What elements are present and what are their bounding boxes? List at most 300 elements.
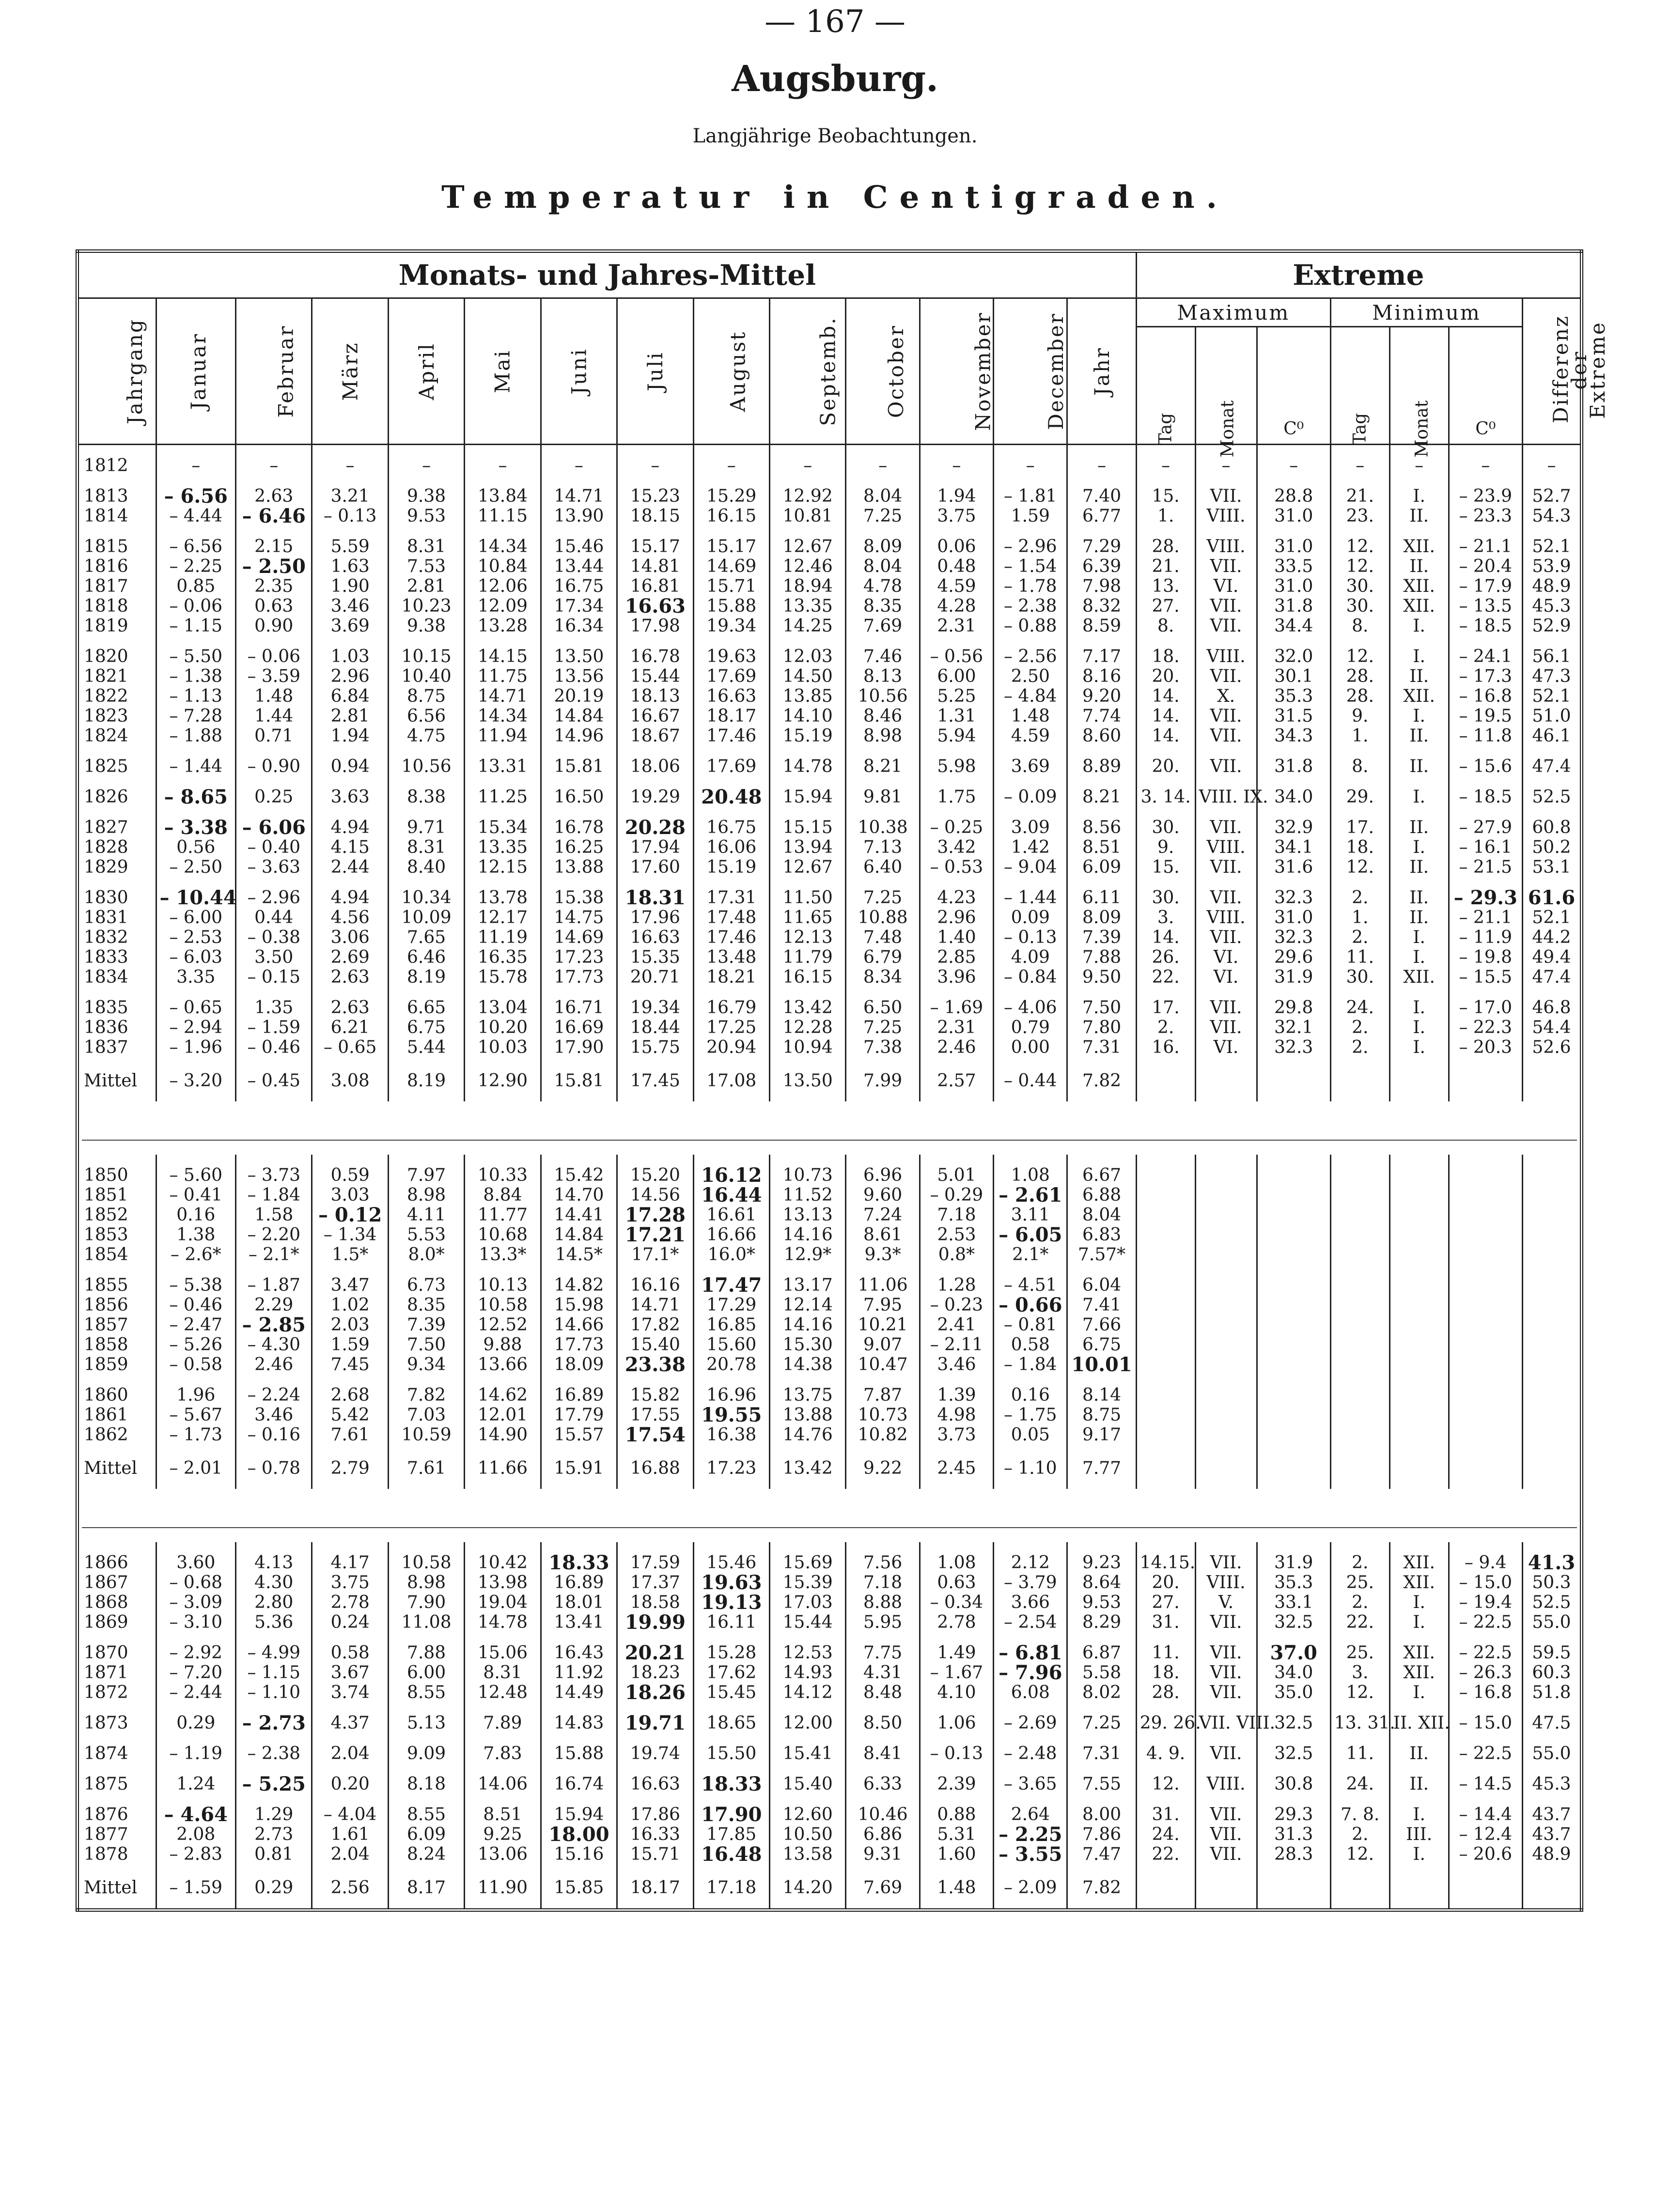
year-cell: 1822 [78, 686, 156, 706]
value-cell: 15.82 [617, 1385, 693, 1405]
value-cell: 12. [1330, 857, 1389, 877]
value-cell [1195, 1225, 1257, 1245]
value-cell: 6.73 [388, 1275, 464, 1295]
value-cell: 2.56 [312, 1875, 388, 1898]
value-cell: 8.51 [465, 1805, 541, 1825]
value-cell: 3.67 [312, 1663, 388, 1683]
value-cell [1136, 1165, 1195, 1185]
value-cell: 13.35 [769, 596, 845, 616]
year-row [78, 857, 1582, 877]
value-cell: 10.56 [846, 686, 920, 706]
value-cell [1389, 1385, 1449, 1405]
year-row [78, 557, 1582, 576]
value-cell: 10.73 [769, 1165, 845, 1185]
value-cell: – 0.56 [920, 647, 993, 666]
value-cell: XII. [1389, 1573, 1449, 1593]
value-cell: 34.3 [1257, 726, 1330, 746]
value-cell: 32.3 [1257, 888, 1330, 908]
year-cell: 1869 [78, 1612, 156, 1632]
value-cell: 10.46 [846, 1805, 920, 1825]
value-cell: 15.29 [693, 486, 769, 506]
value-cell: VII. [1195, 1018, 1257, 1037]
value-cell: 15. [1136, 486, 1195, 506]
value-cell: 15.44 [769, 1612, 845, 1632]
value-cell [1195, 1335, 1257, 1355]
year-cell: 1836 [78, 1018, 156, 1037]
value-cell: 6.56 [388, 706, 464, 726]
year-row [78, 837, 1582, 857]
value-cell: 3.35 [156, 967, 236, 987]
year-row [78, 967, 1582, 987]
value-cell: – 1.84 [236, 1185, 312, 1205]
value-cell: – 18.5 [1449, 787, 1522, 807]
value-cell: 3.73 [920, 1425, 993, 1445]
value-cell [1522, 1315, 1581, 1335]
value-cell: 16.96 [693, 1385, 769, 1405]
value-cell: – 15.6 [1449, 757, 1522, 776]
value-cell: VII. VIII. [1195, 1713, 1257, 1733]
value-cell: I. [1389, 647, 1449, 666]
value-cell: 4.94 [312, 818, 388, 837]
value-cell: 1.49 [920, 1643, 993, 1663]
value-cell: VIII. [1195, 647, 1257, 666]
value-cell: 32.5 [1257, 1744, 1330, 1763]
value-cell: 7.24 [846, 1205, 920, 1225]
section-separator [78, 1489, 1582, 1542]
value-cell: 4.15 [312, 837, 388, 857]
value-cell: 0.59 [312, 1165, 388, 1185]
value-cell: – 23.9 [1449, 486, 1522, 506]
monthly-group-header: Monats- und Jahres-Mittel [78, 251, 1137, 298]
value-cell: 15.57 [541, 1425, 617, 1445]
value-cell: 8.04 [1067, 1205, 1136, 1225]
value-cell: 13.94 [769, 837, 845, 857]
value-cell: 34.4 [1257, 616, 1330, 636]
value-cell: 1.28 [920, 1275, 993, 1295]
value-cell: 15.88 [541, 1744, 617, 1763]
year-cell: 1813 [78, 486, 156, 506]
value-cell: 61.6 [1522, 888, 1581, 908]
value-cell: – 0.25 [920, 818, 993, 837]
value-cell: 34.0 [1257, 787, 1330, 807]
value-cell: 14.90 [465, 1425, 541, 1445]
value-cell: 43.7 [1522, 1825, 1581, 1844]
value-cell: I. [1389, 1612, 1449, 1632]
year-row [78, 1844, 1582, 1864]
value-cell: – 2.94 [156, 1018, 236, 1037]
col-month-7: Juli [617, 298, 693, 445]
value-cell: 12.06 [465, 576, 541, 596]
value-cell: – 5.60 [156, 1165, 236, 1185]
year-cell: 1823 [78, 706, 156, 726]
value-cell: 3.21 [312, 486, 388, 506]
value-cell: – 1.73 [156, 1425, 236, 1445]
value-cell: II. [1389, 888, 1449, 908]
value-cell [1449, 1185, 1522, 1205]
value-cell [1522, 1875, 1581, 1898]
year-cell: 1831 [78, 908, 156, 928]
value-cell: – 4.84 [994, 686, 1067, 706]
year-row [78, 666, 1582, 686]
value-cell: 7.39 [1067, 928, 1136, 947]
value-cell: 14.82 [541, 1275, 617, 1295]
value-cell: – 23.3 [1449, 506, 1522, 526]
value-cell: 8.34 [846, 967, 920, 987]
value-cell: – 0.23 [920, 1295, 993, 1315]
value-cell [1136, 1245, 1195, 1265]
value-cell: 18.13 [617, 686, 693, 706]
value-cell: 53.9 [1522, 557, 1581, 576]
value-cell: – 3.38 [156, 818, 236, 837]
value-cell: 17.90 [541, 1037, 617, 1057]
value-cell: 25. [1330, 1643, 1389, 1663]
value-cell: 6.46 [388, 947, 464, 967]
value-cell: 6.11 [1067, 888, 1136, 908]
col-min-tag: Tag [1330, 327, 1389, 445]
value-cell: 52.5 [1522, 1593, 1581, 1612]
value-cell: – 2.09 [994, 1875, 1067, 1898]
value-cell [1449, 1225, 1522, 1245]
value-cell: 3.60 [156, 1553, 236, 1573]
value-cell: 17.86 [617, 1805, 693, 1825]
value-cell: 7.18 [846, 1573, 920, 1593]
value-cell [1389, 1425, 1449, 1445]
value-cell: 7.13 [846, 837, 920, 857]
value-cell: 11.92 [541, 1663, 617, 1683]
value-cell [1330, 1355, 1389, 1375]
value-cell: – 0.38 [236, 928, 312, 947]
value-cell: 8.31 [388, 537, 464, 557]
year-row [78, 1275, 1582, 1295]
value-cell: – 6.00 [156, 908, 236, 928]
year-row [78, 506, 1582, 526]
value-cell: 14. [1136, 686, 1195, 706]
value-cell: 18.09 [541, 1355, 617, 1375]
value-cell: 13.75 [769, 1385, 845, 1405]
value-cell: 46.8 [1522, 998, 1581, 1018]
value-cell: – [156, 456, 236, 476]
year-cell: 1862 [78, 1425, 156, 1445]
value-cell: 6.65 [388, 998, 464, 1018]
value-cell: 1.02 [312, 1295, 388, 1315]
value-cell: 14.93 [769, 1663, 845, 1683]
value-cell: 16.25 [541, 837, 617, 857]
value-cell: 51.8 [1522, 1683, 1581, 1702]
value-cell: – 1.10 [236, 1683, 312, 1702]
year-cell: 1835 [78, 998, 156, 1018]
value-cell: 3.96 [920, 967, 993, 987]
value-cell: 15.85 [541, 1875, 617, 1898]
year-row [78, 686, 1582, 706]
value-cell: 0.58 [312, 1643, 388, 1663]
value-cell: 32.3 [1257, 928, 1330, 947]
value-cell: – 1.44 [994, 888, 1067, 908]
value-cell: – 3.73 [236, 1165, 312, 1185]
value-cell: 15.20 [617, 1165, 693, 1185]
value-cell [1195, 1245, 1257, 1265]
value-cell: 3.09 [994, 818, 1067, 837]
value-cell: 11.90 [465, 1875, 541, 1898]
table-body [78, 445, 1582, 1910]
value-cell: 8.56 [1067, 818, 1136, 837]
value-cell: 16.75 [693, 818, 769, 837]
value-cell: III. [1389, 1825, 1449, 1844]
value-cell: XII. [1389, 1553, 1449, 1573]
value-cell: 8.40 [388, 857, 464, 877]
value-cell: 12.48 [465, 1683, 541, 1702]
value-cell: 0.63 [236, 596, 312, 616]
col-max-tag: Tag [1136, 327, 1195, 445]
value-cell: 7.17 [1067, 647, 1136, 666]
value-cell [1389, 1205, 1449, 1225]
value-cell: 28. [1136, 1683, 1195, 1702]
value-cell: 8.64 [1067, 1573, 1136, 1593]
value-cell: – 29.3 [1449, 888, 1522, 908]
value-cell: 7.39 [388, 1315, 464, 1335]
col-month-10: October [846, 298, 920, 445]
value-cell: – 26.3 [1449, 1663, 1522, 1683]
value-cell: II. [1389, 757, 1449, 776]
value-cell: 17.46 [693, 928, 769, 947]
value-cell: 13.31 [465, 757, 541, 776]
value-cell: 13.28 [465, 616, 541, 636]
value-cell: – 2.24 [236, 1385, 312, 1405]
value-cell: – 21.1 [1449, 908, 1522, 928]
value-cell: 12.53 [769, 1643, 845, 1663]
value-cell: I. [1389, 706, 1449, 726]
value-cell: 2.41 [920, 1315, 993, 1335]
value-cell: 55.0 [1522, 1744, 1581, 1763]
value-cell: 5.58 [1067, 1663, 1136, 1683]
value-cell: – [1195, 456, 1257, 476]
year-row [78, 537, 1582, 557]
value-cell: – 14.4 [1449, 1805, 1522, 1825]
value-cell: 19.99 [617, 1612, 693, 1632]
value-cell [1330, 1455, 1389, 1478]
value-cell: 15.81 [541, 757, 617, 776]
value-cell: 12.17 [465, 908, 541, 928]
value-cell: 45.3 [1522, 596, 1581, 616]
value-cell: II. [1389, 506, 1449, 526]
value-cell: 2.44 [312, 857, 388, 877]
value-cell: 53.1 [1522, 857, 1581, 877]
value-cell [1522, 1165, 1581, 1185]
value-cell: 13.42 [769, 1455, 845, 1478]
value-cell: 2. [1136, 1018, 1195, 1037]
year-cell: Mittel [78, 1068, 156, 1091]
value-cell: 13.50 [541, 647, 617, 666]
value-cell: 7.61 [312, 1425, 388, 1445]
value-cell: 8.61 [846, 1225, 920, 1245]
value-cell [1389, 1068, 1449, 1091]
value-cell: 18.15 [617, 506, 693, 526]
value-cell [1330, 1185, 1389, 1205]
year-row [78, 928, 1582, 947]
value-cell: 0.79 [994, 1018, 1067, 1037]
value-cell: 6.04 [1067, 1275, 1136, 1295]
year-cell: 1812 [78, 456, 156, 476]
value-cell: 8.55 [388, 1805, 464, 1825]
value-cell: 8.04 [846, 486, 920, 506]
value-cell: 16.71 [541, 998, 617, 1018]
value-cell: 15.50 [693, 1744, 769, 1763]
value-cell: 3.74 [312, 1683, 388, 1702]
year-row [78, 1335, 1582, 1355]
year-row [78, 1553, 1582, 1573]
value-cell: – 9.4 [1449, 1553, 1522, 1573]
year-row [78, 726, 1582, 746]
value-cell: XII. [1389, 537, 1449, 557]
value-cell: 32.5 [1257, 1713, 1330, 1733]
value-cell: I. [1389, 928, 1449, 947]
value-cell: 0.71 [236, 726, 312, 746]
value-cell [1257, 1275, 1330, 1295]
value-cell: 54.3 [1522, 506, 1581, 526]
year-cell: 1824 [78, 726, 156, 746]
value-cell [1330, 1205, 1389, 1225]
value-cell [1330, 1068, 1389, 1091]
value-cell: 0.06 [920, 537, 993, 557]
col-min-celsius: C⁰ [1449, 327, 1522, 445]
value-cell: 9.20 [1067, 686, 1136, 706]
value-cell: 7.45 [312, 1355, 388, 1375]
value-cell: 0.88 [920, 1805, 993, 1825]
value-cell: – 0.46 [156, 1295, 236, 1315]
value-cell: – 2.54 [994, 1612, 1067, 1632]
value-cell: – 2.1* [236, 1245, 312, 1265]
value-cell: 27. [1136, 596, 1195, 616]
value-cell: 13. 31. [1330, 1713, 1389, 1733]
value-cell: 34.0 [1257, 1663, 1330, 1683]
value-cell: 13.48 [693, 947, 769, 967]
year-cell: 1852 [78, 1205, 156, 1225]
value-cell [1136, 1355, 1195, 1375]
value-cell: 12. [1330, 1844, 1389, 1864]
value-cell: – 14.5 [1449, 1774, 1522, 1794]
value-cell: 0.25 [236, 787, 312, 807]
value-cell: I. [1389, 1037, 1449, 1057]
value-cell: – 0.15 [236, 967, 312, 987]
value-cell: 30. [1136, 888, 1195, 908]
value-cell: – [1257, 456, 1330, 476]
value-cell: – [1067, 456, 1136, 476]
value-cell: 8.98 [388, 1573, 464, 1593]
value-cell [1389, 1455, 1449, 1478]
value-cell: 16.11 [693, 1612, 769, 1632]
year-row [78, 596, 1582, 616]
value-cell: 18.17 [693, 706, 769, 726]
value-cell: 2.35 [236, 576, 312, 596]
value-cell: I. [1389, 1683, 1449, 1702]
value-cell: 9.23 [1067, 1553, 1136, 1573]
value-cell: 11.06 [846, 1275, 920, 1295]
value-cell: 31. [1136, 1612, 1195, 1632]
value-cell: XII. [1389, 686, 1449, 706]
value-cell: – 6.46 [236, 506, 312, 526]
value-cell: 16.33 [617, 1825, 693, 1844]
value-cell: 12.28 [769, 1018, 845, 1037]
value-cell [1389, 1275, 1449, 1295]
value-cell: 8.48 [846, 1683, 920, 1702]
col-month-1: Januar [156, 298, 236, 445]
value-cell: 3.69 [994, 757, 1067, 776]
value-cell: 15.19 [693, 857, 769, 877]
value-cell: 14.38 [769, 1355, 845, 1375]
value-cell [1195, 1405, 1257, 1425]
table-title: Temperatur in Centigraden. [441, 179, 1229, 216]
value-cell: I. [1389, 486, 1449, 506]
value-cell: – 18.5 [1449, 616, 1522, 636]
value-cell [1389, 1335, 1449, 1355]
value-cell: 44.2 [1522, 928, 1581, 947]
value-cell: 32.1 [1257, 1018, 1330, 1037]
value-cell [1136, 1425, 1195, 1445]
value-cell: 17.25 [693, 1018, 769, 1037]
value-cell: 1.42 [994, 837, 1067, 857]
value-cell: 15.45 [693, 1683, 769, 1702]
value-cell [1522, 1455, 1581, 1478]
year-row [78, 998, 1582, 1018]
value-cell: XII. [1389, 1643, 1449, 1663]
value-cell: – 0.78 [236, 1455, 312, 1478]
value-cell: 28. [1330, 666, 1389, 686]
value-cell [1522, 1335, 1581, 1355]
value-cell: 12.15 [465, 857, 541, 877]
value-cell: 8.04 [846, 557, 920, 576]
value-cell: 7. 8. [1330, 1805, 1389, 1825]
value-cell: – 1.84 [994, 1355, 1067, 1375]
value-cell [1522, 1405, 1581, 1425]
year-row [78, 1573, 1582, 1593]
value-cell: 8.60 [1067, 726, 1136, 746]
value-cell: 31.6 [1257, 857, 1330, 877]
value-cell: V. [1195, 1593, 1257, 1612]
value-cell: 11.94 [465, 726, 541, 746]
value-cell: 7.99 [846, 1068, 920, 1091]
value-cell: 6.00 [388, 1663, 464, 1683]
value-cell: – 5.26 [156, 1335, 236, 1355]
value-cell: 8.24 [388, 1844, 464, 1864]
value-cell: 7.50 [388, 1335, 464, 1355]
year-cell: 1818 [78, 596, 156, 616]
value-cell: – 1.59 [236, 1018, 312, 1037]
year-cell: 1819 [78, 616, 156, 636]
value-cell: 30. [1330, 576, 1389, 596]
value-cell: – [465, 456, 541, 476]
value-cell: 14.78 [769, 757, 845, 776]
value-cell: 19.04 [465, 1593, 541, 1612]
value-cell: 16.75 [541, 576, 617, 596]
value-cell: 15.06 [465, 1643, 541, 1663]
year-cell: 1821 [78, 666, 156, 686]
value-cell: I. [1389, 947, 1449, 967]
value-cell [1257, 1245, 1330, 1265]
value-cell: 1.58 [236, 1205, 312, 1225]
value-cell: 13.56 [541, 666, 617, 686]
value-cell: 10.03 [465, 1037, 541, 1057]
value-cell: 31.5 [1257, 706, 1330, 726]
value-cell: – [1522, 456, 1581, 476]
value-cell: 17.18 [693, 1875, 769, 1898]
value-cell: 0.29 [236, 1875, 312, 1898]
value-cell: 9. [1330, 706, 1389, 726]
value-cell: – 2.48 [994, 1744, 1067, 1763]
value-cell: – 2.85 [236, 1315, 312, 1335]
value-cell [1389, 1875, 1449, 1898]
year-row [78, 706, 1582, 726]
value-cell: 1.5* [312, 1245, 388, 1265]
year-cell: 1815 [78, 537, 156, 557]
